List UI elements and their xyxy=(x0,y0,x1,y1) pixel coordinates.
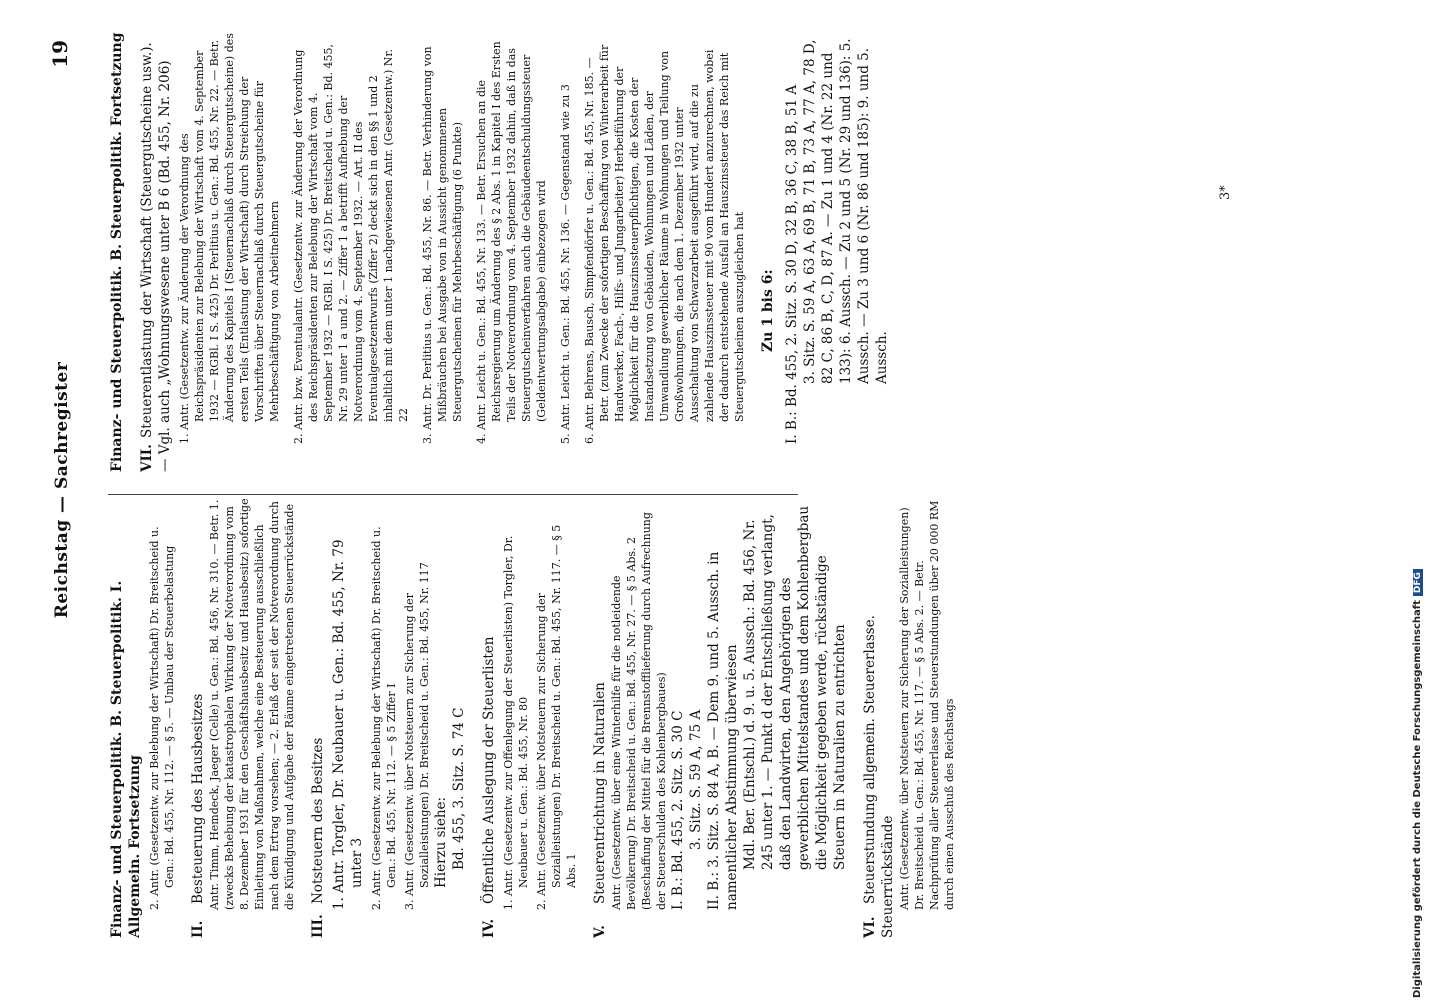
zu-reading-3: 3. Sitz. S. 59 A, 63 A, 69 B, 71 B, 73 A, 77 A, 78 D, 82 C, 86 B, C, D, 87 A. — Zu 1 und 4 (Nr. 22 und 133): 6. Aussch. — Zu 2 und 5 (Nr. 29 und 136): 5. Aussch. — Zu 3 und 6 (Nr. 86 und 185): 9. und 5. Aussch. xyxy=(802,38,890,384)
section-vii-title-text: Steuerentlastung der Wirtschaft (Steuergutscheine usw.). — Vgl. auch „Wohnungswesene unter B 6 (Bd. 455, Nr. 206) xyxy=(139,42,173,472)
section-vi-entry: Antr. (Gesetzentw. über Notsteuern zur Sicherung der Sozialleistungen) Dr. Breitscheid u. Gen.: Bd. 455, Nr. 117. — § 5 Abs. 2. — Betr. Nachprüfung aller Steuererlasse und Steuerstundungen über 20 000 RM durch einen Ausschuß des Reichstags xyxy=(898,500,956,910)
section-vi-title: VI.Steuerstundung allgemein. Steuererlasse. Steuerrückstände xyxy=(862,615,896,938)
signature-mark: 3* xyxy=(1218,185,1233,200)
entry-i-2: 2. Antr. (Gesetzentw. zur Belebung der Wirtschaft) Dr. Breitscheid u. Gen.: Bd. 455, Nr. 112. — § 5. — Umbau der Steuerbelastung xyxy=(148,526,176,910)
section-iii-title-text: Notsteuern des Besitzes xyxy=(310,737,326,904)
section-vii-entry-6: 6. Antr. Behrens, Bausch, Simpfendörfer u. Gen.: Bd. 455, Nr. 185. — Betr. (zum Zwecke der sofortigen Beschaffung von Winterarbeit für Handwerker, Fach-, Hilfs- und Jungarbeiter) Herbeiführung der Möglichkeit für die Hauszinssteuerpflichtigen, die Kosten der Instandsetzung von Gebäuden, Wohnungen und Läden, der Umwandlung gewerblicher Räume in Wohnungen und Teilung von Großwohnungen, die nach dem 1. Dezember 1932 unter Ausschaltung von Schwarzarbeit ausgeführt wird, auf die zu zahlende Hauszinssteuer mit 90 vom Hundert anzurechnen, wobei der dadurch entstehende Ausfall an Hauszinssteuer das Reich mit Steuergutscheinen auszugleichen hat xyxy=(583,44,746,444)
zu-block xyxy=(759,32,891,472)
section-vii-entry-2: 2. Antr. bzw. Eventualantr. (Gesetzentw. zur Änderung der Verordnung des Reichspräsidenten zur Belebung der Wirtschaft vom 4. September 1932 — RGBl. I S. 425) Dr. Breitscheid u. Gen.: Bd. 455, Nr. 29 unter 1 a und 2. — Ziffer 1 a betrifft Aufhebung der Notverordnung vom 4. September 1932. — Art. II des Eventualgesetzentwurfs (Ziffer 2) deckt sich in den §§ 1 und 2 inhaltlich mit dem unter 1 nachgewiesenen Antr. (Gesetzentw.) Nr. 22 xyxy=(292,43,410,444)
right-column xyxy=(108,32,891,472)
section-v-entry: Antr. (Gesetzentw. über eine Winterhilfe für die notleidende Bevölkerung) Dr. Breitscheid u. Gen.: Bd. 455, Nr. 27. — § 5 Abs. 2 (Beschaffung der Mittel für die Brennstofflieferung durch Aufrechnung der Steuerschulden des Kohlenbergbaues) xyxy=(610,512,668,910)
page-number: 19 xyxy=(48,40,72,68)
section-ii xyxy=(189,498,297,938)
dfg-logo: DFG xyxy=(1413,569,1423,596)
section-vii xyxy=(138,32,747,472)
section-iii-hierzu: Hierzu siehe: xyxy=(433,796,449,888)
section-v-reading-ii: II. B.: 3. Sitz. S. 84 A, B. — Dem 9. und 5. Aussch. in namentlicher Abstimmung überwiesen xyxy=(706,551,740,910)
section-v-title: V.Steuerentrichtung in Naturalien xyxy=(592,682,608,938)
section-v xyxy=(591,498,849,938)
section-v-reading-i: I. B.: Bd. 455, 2. Sitz. S. 30 C xyxy=(670,710,686,910)
section-iii xyxy=(309,498,468,938)
section-iv-entry-2: 2. Antr. (Gesetzentw. über Notsteuern zur Sicherung der Sozialleistungen) Dr. Breitscheid u. Gen.: Bd. 455, Nr. 117. — § 5 Abs. 1 xyxy=(535,524,578,910)
section-vii-entry-4: 4. Antr. Leicht u. Gen.: Bd. 455, Nr. 133. — Betr. Ersuchen an die Reichsregierung um Änderung des § 2 Abs. 1 in Kapitel I des Ersten Teils der Notverordnung vom 4. September 1932 dahin, daß in das Steuergutscheinverfahren auch die Gebäudeentschuldungssteuer (Geldentwertungsabgabe) einbezogen wird xyxy=(475,41,548,444)
section-iv-title: IV.Öffentliche Auslegung der Steuerlisten xyxy=(481,636,497,938)
digitization-sidebar xyxy=(1412,8,1434,998)
right-heading: Finanz- und Steuerpolitik. B. Steuerpolitik. Fortsetzung xyxy=(109,32,125,472)
section-vii-entry-5: 5. Antr. Leicht u. Gen.: Bd. 455, Nr. 136. — Gegenstand wie zu 3 xyxy=(559,84,572,444)
digitization-note xyxy=(1412,8,1434,998)
section-v-reading-i-3: 3. Sitz. S. 59 A, 75 A xyxy=(688,709,704,850)
section-vii-title: VII.Steuerentlastung der Wirtschaft (Steuergutscheine usw.). — Vgl. auch „Wohnungswesene unter B 6 (Bd. 455, Nr. 206) xyxy=(139,42,173,472)
left-heading-block xyxy=(108,498,177,938)
section-iv xyxy=(480,498,579,938)
left-heading: Finanz- und Steuerpolitik. B. Steuerpolitik. I. Allgemein. Fortsetzung xyxy=(109,580,143,938)
section-iv-title-text: Öffentliche Auslegung der Steuerlisten xyxy=(481,636,497,904)
section-vii-entry-1: 1. Antr. (Gesetzentw. zur Änderung der Verordnung des Reichspräsidenten zur Belebung der Wirtschaft vom 4. September 1932 — RGBl. I S. 425) Dr. Perlitius u. Gen.: Bd. 455, Nr. 22. — Betr. Änderung des Kapitels I (Steuernachlaß durch Steuergutscheine) des ersten Teils (Entlastung der Wirtschaft) durch Streichung der Vorschriften über Steuernachlaß durch Steuergutscheine für Mehrbeschäftigung von Arbeitnehmern xyxy=(178,33,281,444)
zu-reading-i: I. B.: Bd. 455, 2. Sitz. S. 30 D, 32 B, 36 C, 38 B, 51 A xyxy=(784,84,800,444)
section-ii-entry: Antr. Timm, Hemdeck, Jaeger (Celle) u. Gen.: Bd. 456, Nr. 310. — Betr. 1. (zwecks Behebung der katastrophalen Wirkung der Notverordnung vom 8. Dezember 1931 für den Geschäftshausbesitz und Hausbesitz) sofortige Einleitung von Maßnahmen, welche eine Besteuerung ausschließlich nach dem Ertrag vorsehen; — 2. Erlaß der seit der Notverordnung durch die Kündigung und Aufgabe der Räume eingetretenen Steuerrückstände xyxy=(208,498,296,910)
zu-title: Zu 1 bis 6: xyxy=(760,269,776,352)
left-column xyxy=(108,498,957,938)
section-vii-entry-3: 3. Antr. Dr. Perlitius u. Gen.: Bd. 455, Nr. 86. — Betr. Verhinderung von Mißbräuchen bei Ausgabe von in Aussicht genommenen Steuergutscheinen für Mehrbeschäftigung (6 Punkte) xyxy=(421,46,464,444)
right-heading-block xyxy=(108,32,126,472)
section-iii-title: III.Notsteuern des Besitzes xyxy=(310,737,326,938)
digitization-text: Digitalisierung gefördert durch die Deutsche Forschungsgemeinschaft xyxy=(1412,600,1423,998)
section-iv-entry-1: 1. Antr. (Gesetzentw. zur Offenlegung der Steuerlisten) Torgler, Dr. Neubauer u. Gen.: Bd. 455, Nr. 80 xyxy=(502,535,530,910)
column-divider xyxy=(108,494,798,495)
section-iii-reference: Bd. 455, 3. Sitz. S. 74 C xyxy=(451,707,467,870)
section-vi xyxy=(861,498,957,938)
section-iii-entry-3: 3. Antr. (Gesetzentw. über Notsteuern zur Sicherung der Sozialleistungen) Dr. Breitscheid u. Gen.: Bd. 455, Nr. 117 xyxy=(403,562,431,910)
section-ii-title-text: Besteuerung des Hausbesitzes xyxy=(190,693,206,904)
section-ii-title: II.Besteuerung des Hausbesitzes xyxy=(190,693,206,938)
section-v-title-text: Steuerentrichtung in Naturalien xyxy=(592,682,608,904)
section-iii-entry-1: 1. Antr. Torgler, Dr. Neubauer u. Gen.: Bd. 455, Nr. 79 unter 3 xyxy=(331,539,365,910)
section-vi-title-text: Steuerstundung allgemein. Steuererlasse. Steuerrückstände xyxy=(862,615,896,938)
section-iii-entry-2: 2. Antr. (Gesetzentw. zur Belebung der Wirtschaft) Dr. Breitscheid u. Gen.: Bd. 455, Nr. 112. — § 5 Ziffer I xyxy=(370,526,398,910)
page-header xyxy=(48,40,82,940)
section-v-report: Mdl. Ber. (Entschl.) d. 9. u. 5. Aussch.: Bd. 456, Nr. 245 unter 1. — Punkt d der Entschließung verlangt, daß den Landwirten, den Angehörigen des gewerblichen Mittelstandes und dem Kohlenbergbau die Möglichkeit gegeben werde, rückständige Steuern in Naturalien zu entrichten xyxy=(742,505,848,870)
running-title: Reichstag — Sachregister xyxy=(52,361,72,619)
